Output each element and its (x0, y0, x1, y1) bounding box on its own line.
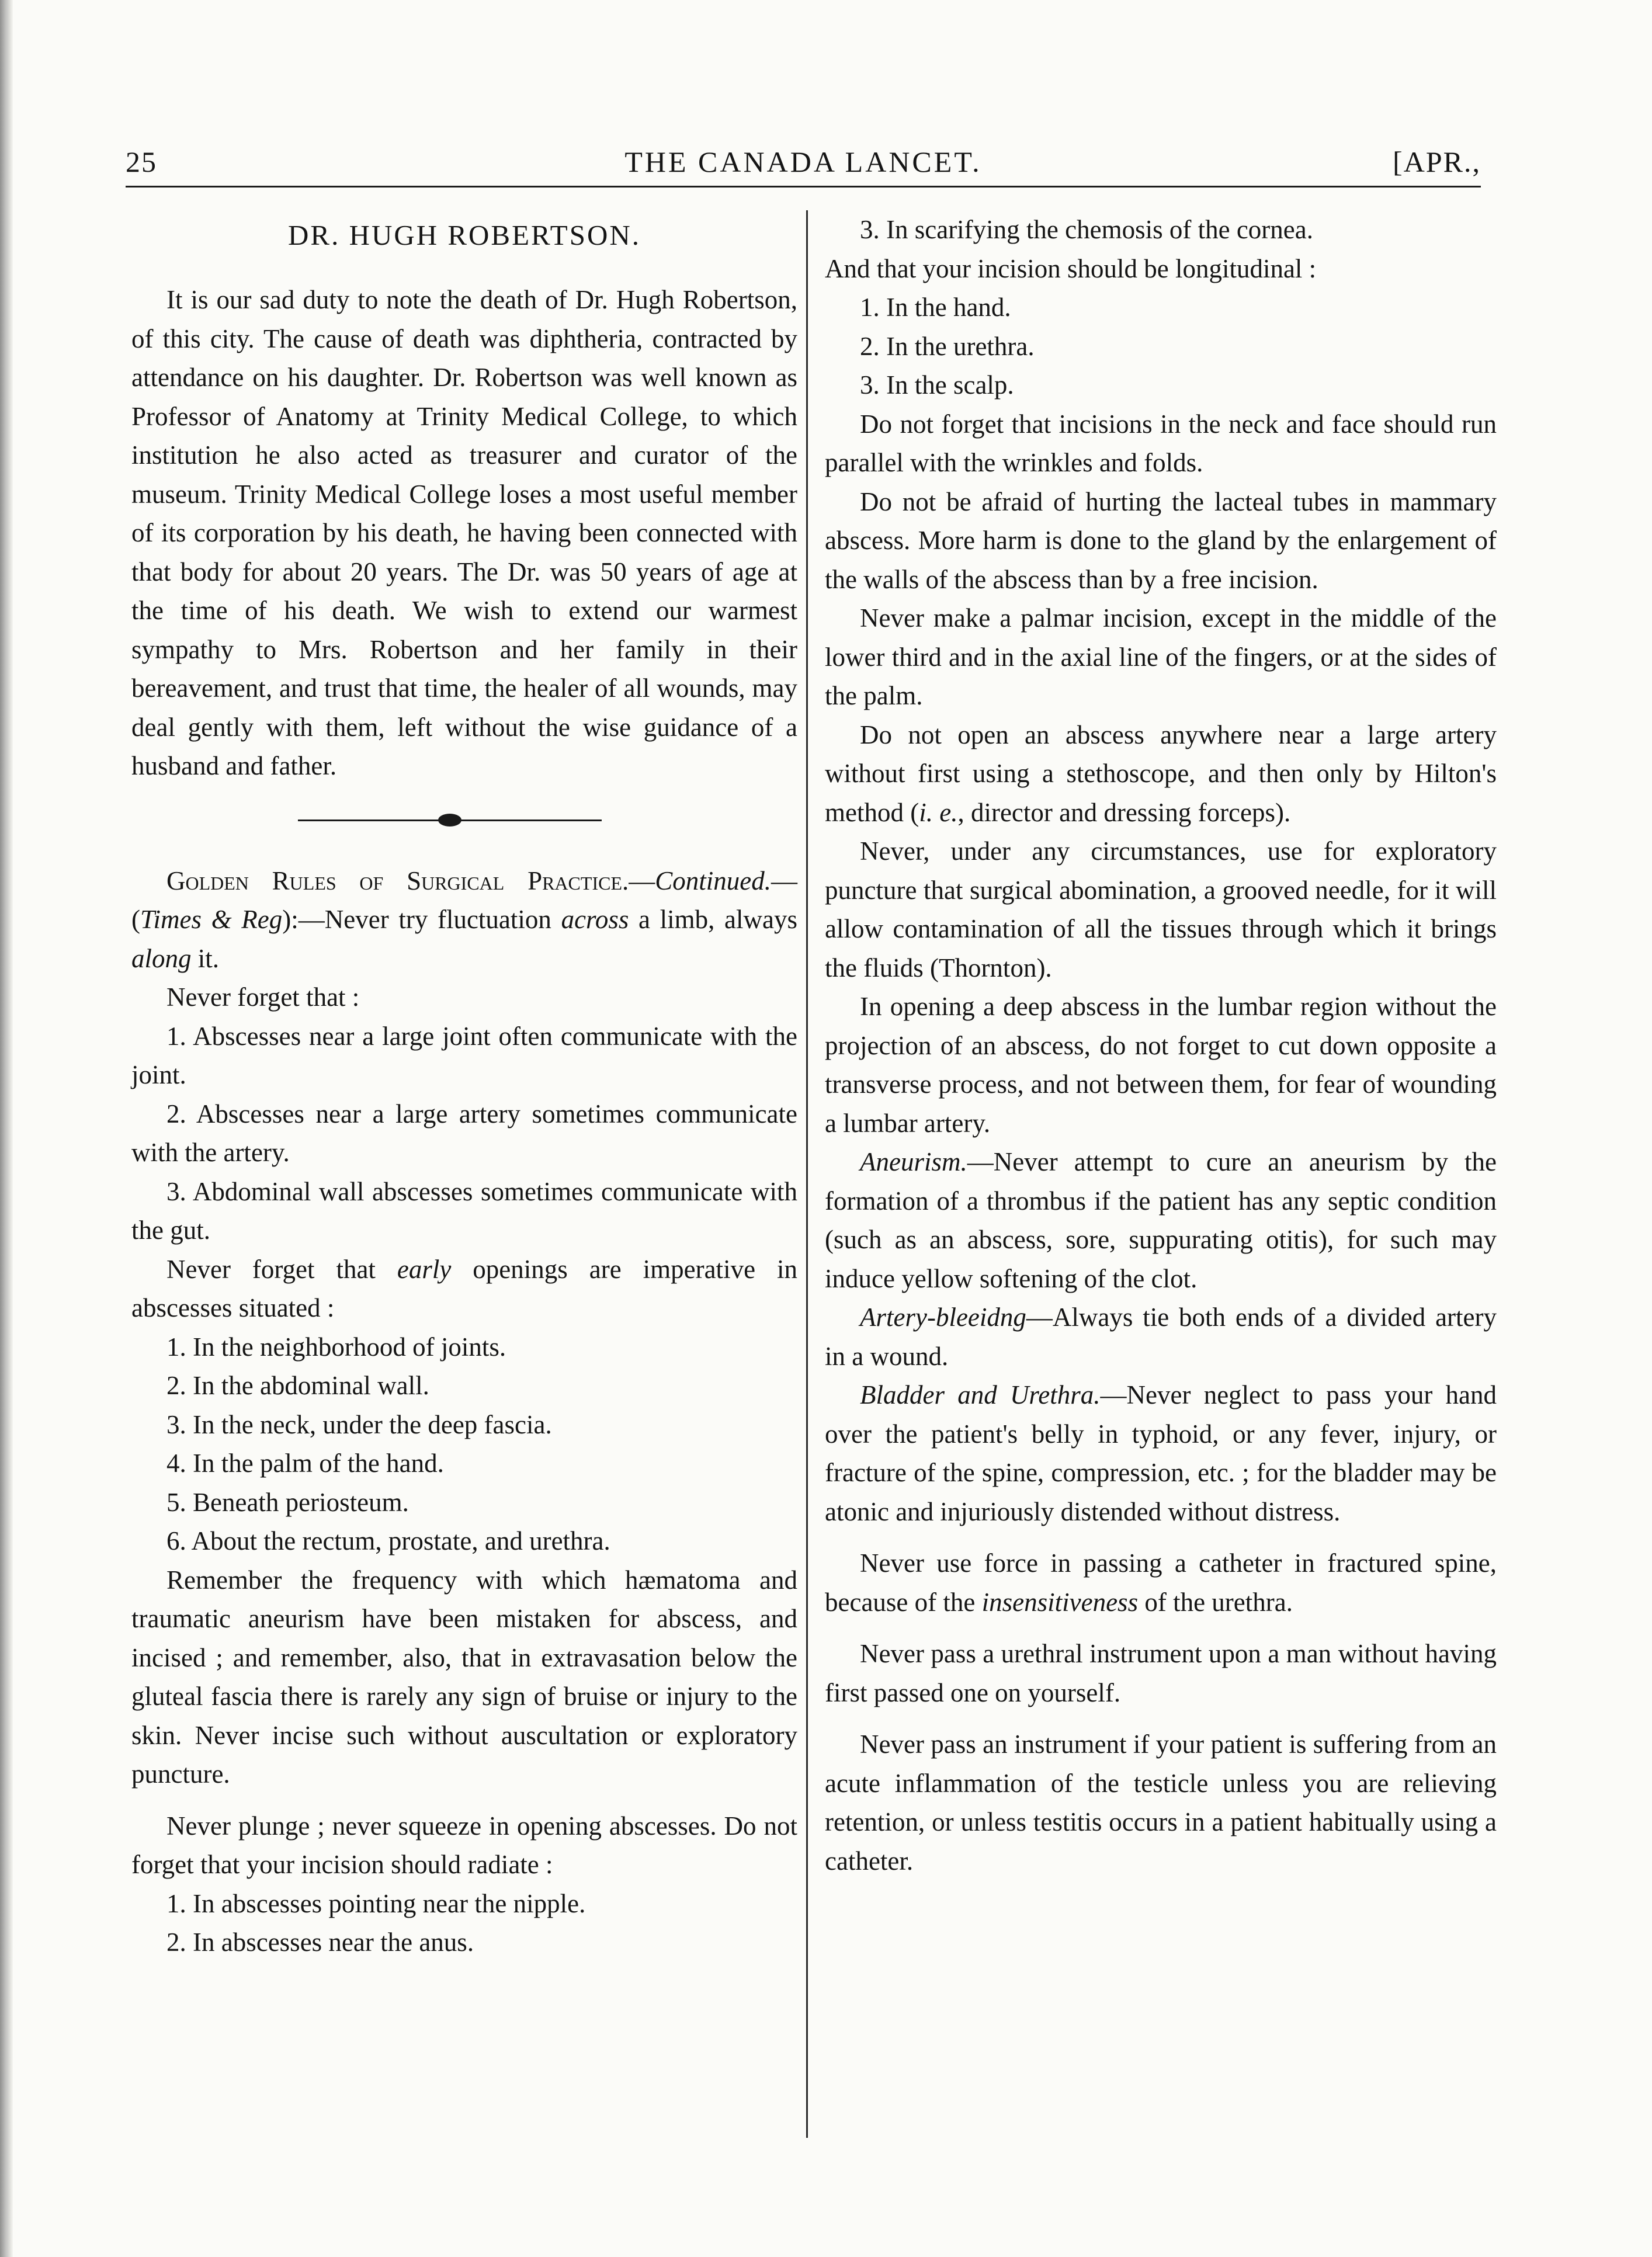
section-divider (131, 800, 797, 841)
early-openings-paragraph: Never forget that early openings are imperative in abscesses situated : (131, 1254, 797, 1322)
list-item: 2. Abscesses near a large artery sometimes communicate with the artery. (131, 1099, 797, 1167)
body-paragraph: Never pass a urethral instrument upon a man without having first passed one on yourself. (825, 1639, 1497, 1707)
running-header (126, 139, 1481, 186)
journal-title: THE CANADA LANCET. (624, 145, 982, 178)
page-number: 25 (126, 145, 157, 178)
divider-ornament (438, 814, 461, 827)
longitudinal-line: And that your incision should be longitudinal : (825, 254, 1317, 283)
list-item: 3. Abdominal wall abscesses sometimes communicate with the gut. (131, 1176, 797, 1245)
issue-month: [APR., (1393, 145, 1481, 178)
aneurism-paragraph: Aneurism.—Never attempt to cure an aneurism by the formation of a thrombus if the patient has any septic condition (such as an abscess, sore, suppurating otitis), for such may induce yellow softening of the clot. (825, 1147, 1497, 1293)
body-paragraph: In opening a deep abscess in the lumbar region without the projection of an abscess, do not forget to cut down opposite a transverse process, and not between them, for fear of wounding a lumbar artery. (825, 992, 1497, 1138)
list-item: 3. In the neck, under the deep fascia. (166, 1409, 552, 1439)
list-item: 3. In scarifying the chemosis of the cornea. (860, 215, 1313, 244)
never-forget-line: Never forget that : (166, 982, 360, 1012)
rules-source: Times & Reg (140, 905, 283, 934)
list-item: 5. Beneath periosteum. (166, 1487, 409, 1517)
rules-title: Golden Rules of Surgical Practice. (166, 866, 629, 895)
list-item: 2. In the urethra. (860, 331, 1035, 361)
artery-paragraph: Artery-bleeidng—Always tie both ends of a divided artery in a wound. (825, 1303, 1497, 1371)
obituary-heading: DR. HUGH ROBERTSON. (288, 219, 641, 251)
list-item: 1. In abscesses pointing near the nipple. (166, 1888, 586, 1918)
list-item: 1. In the neighborhood of joints. (166, 1332, 506, 1362)
list-item: 2. In abscesses near the anus. (166, 1928, 474, 1957)
body-paragraph: Never, under any circumstances, use for exploratory puncture that surgical abomination, a grooved needle, for it will allow contamination of all the tissues through which it brings the fluids (Thornton). (825, 836, 1497, 982)
list-item: 3. In the scalp. (860, 370, 1014, 400)
body-paragraph: Do not forget that incisions in the neck and face should run parallel with the wrinkles and folds. (825, 409, 1497, 477)
list-item: 1. In the hand. (860, 293, 1011, 322)
body-paragraph: Never pass an instrument if your patient is suffering from an acute inflammation of the testicle unless you are relieving retention, or unless testitis occurs in a patient habitually using a catheter. (825, 1730, 1497, 1876)
hilton-paragraph: Do not open an abscess anywhere near a large artery without first using a stethoscope, and then only by Hilton's method (i. e., director and dressing forceps). (825, 720, 1497, 827)
scan-edge-shadow (0, 0, 13, 2257)
column-rule (806, 210, 808, 2138)
body-paragraph: Never make a palmar incision, except in the middle of the lower third and in the axial line of the fingers, or at the sides of the palm. (825, 603, 1497, 710)
bladder-heading: Bladder and Urethra. (860, 1380, 1101, 1409)
rules-intro-paragraph: Golden Rules of Surgical Practice.—Continued.—(Times & Reg):—Never try fluctuation across a limb, always along it. (131, 866, 798, 973)
bladder-paragraph: Bladder and Urethra.—Never neglect to pass your hand over the patient's belly in typhoid, or any fever, injury, or fracture of the spine, compression, etc. ; for the bladder may be atonic and injuriously distended without distress. (825, 1380, 1497, 1526)
right-column (825, 210, 1497, 1880)
list-item: 1. Abscesses near a large joint often communicate with the joint. (131, 1021, 797, 1089)
list-item: 6. About the rectum, prostate, and urethra. (166, 1526, 610, 1555)
rules-continued: Continued. (655, 866, 771, 895)
remember-paragraph: Remember the frequency with which hæmatoma and traumatic aneurism have been mistaken for abscess, and incised ; and remember, also, that in extravasation below the gluteal fascia there is rarely any sign of bruise or injury to the skin. Never incise such without auscultation or exploratory puncture. (131, 1565, 797, 1789)
catheter-paragraph: Never use force in passing a catheter in fractured spine, because of the insensitiveness of the urethra. (825, 1548, 1497, 1617)
obituary-paragraph: It is our sad duty to note the death of Dr. Hugh Robertson, of this city. The cause of death was diphtheria, contracted by attendance on his daughter. Dr. Robertson was well known as Professor of Anatomy at Trinity Medical College, to which institution he also acted as treasurer and curator of the museum. Trinity Medical College loses a most useful member of its corporation by his death, he having been connected with that body for about 20 years. The Dr. was 50 years of age at the time of his death. We wish to extend our warmest sympathy to Mrs. Robertson and her family in their bereavement, and trust that time, the healer of all wounds, may deal gently with them, left without the wise guidance of a husband and father. (131, 285, 797, 780)
plunge-paragraph: Never plunge ; never squeeze in opening abscesses. Do not forget that your incision should radiate : (131, 1811, 797, 1879)
aneurism-heading: Aneurism. (860, 1147, 967, 1176)
list-item: 4. In the palm of the hand. (166, 1449, 444, 1478)
artery-heading: Artery-bleeidng (860, 1303, 1026, 1332)
list-item: 2. In the abdominal wall. (166, 1371, 429, 1400)
body-paragraph: Do not be afraid of hurting the lacteal tubes in mammary abscess. More harm is done to the gland by the enlargement of the walls of the abscess than by a free incision. (825, 487, 1497, 594)
left-column (131, 210, 797, 1962)
header-rule (126, 186, 1481, 187)
